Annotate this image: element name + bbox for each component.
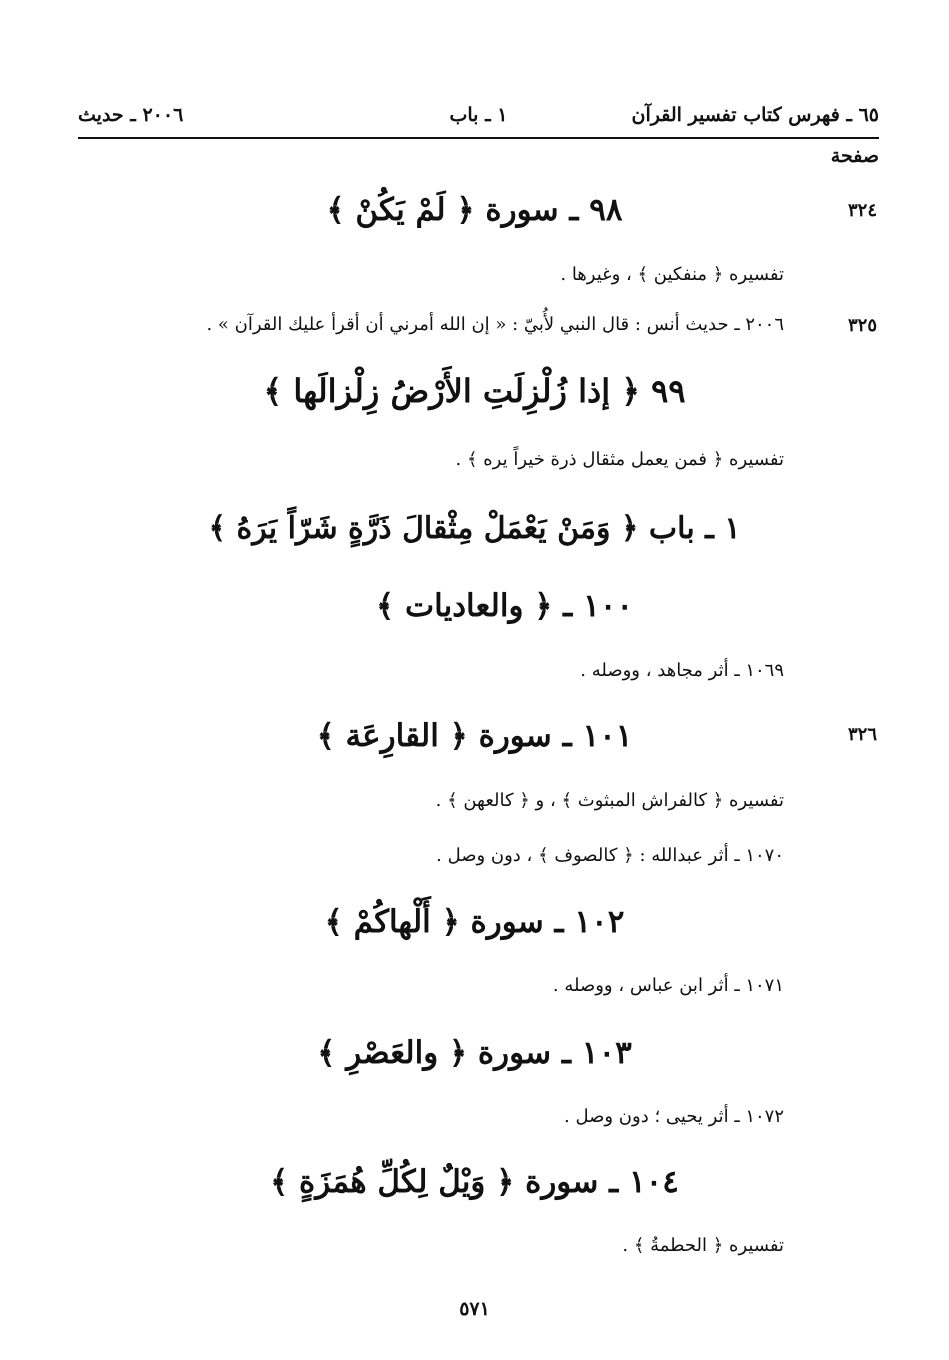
page-number-ref: ٣٢٦ [847, 724, 877, 745]
index-entry: تفسيره ﴿ فمن يعمل مثقال ذرة خيراً يره ﴾ . [455, 449, 784, 470]
heading-text: ١٠٤ ـ سورة ﴿ وَيْلٌ لِكُلِّ هُمَزَةٍ ﴾ [270, 1164, 679, 1200]
surah-heading [0, 904, 949, 940]
heading-text: ١٠٠ ـ ﴿ والعاديات ﴾ [375, 588, 634, 624]
heading-text: ٩٩ ﴿ إذا زُلْزِلَتِ الأَرْضُ زِلْزالَها ﴾ [263, 372, 686, 410]
heading-text: ١٠١ ـ سورة ﴿ القارِعَة ﴾ [316, 718, 633, 754]
header-section-title: ١ ـ باب [449, 104, 508, 126]
index-entry: ١٠٧٠ ـ أثر عبدالله : ﴿ كالصوف ﴾ ، دون وصل . [436, 845, 784, 866]
index-entry: ١٠٧١ ـ أثر ابن عباس ، ووصله . [552, 975, 784, 996]
index-entry: ١٠٦٩ ـ أثر مجاهد ، ووصله . [580, 660, 784, 681]
heading-text: ١ ـ باب ﴿ وَمَنْ يَعْمَلْ مِثْقالَ ذَرَّةٍ شَرّاً يَرَهُ ﴾ [208, 511, 741, 546]
header-rule [78, 137, 879, 139]
heading-text: ١٠٣ ـ سورة ﴿ والعَصْرِ ﴾ [317, 1035, 632, 1071]
surah-heading [0, 1035, 949, 1071]
heading-text: ١٠٢ ـ سورة ﴿ أَلْهاكُمْ ﴾ [324, 904, 625, 940]
folio-page-number: ٥٧١ [459, 1298, 490, 1320]
index-entry: ٢٠٠٦ ـ حديث أنس : قال النبي لأُبيّ : « إن الله أمرني أن أقرأ عليك القرآن » . [206, 314, 784, 335]
chapter-heading [0, 511, 949, 546]
surah-heading [0, 588, 949, 624]
surah-heading [0, 1164, 949, 1200]
surah-heading [0, 192, 949, 228]
running-header [78, 100, 879, 138]
index-entry: تفسيره ﴿ منفكين ﴾ ، وغيرها . [560, 264, 784, 285]
surah-heading [0, 718, 949, 754]
index-entry: ١٠٧٢ ـ أثر يحيى ؛ دون وصل . [564, 1106, 784, 1127]
heading-text: ٩٨ ـ سورة ﴿ لَمْ يَكُنْ ﴾ [326, 192, 623, 228]
header-hadith-range: ٢٠٠٦ ـ حديث [78, 104, 184, 126]
header-chapter-title: ٦٥ ـ فهرس كتاب تفسير القرآن [631, 104, 879, 126]
index-entry: تفسيره ﴿ كالفراش المبثوث ﴾ ، و ﴿ كالعهن ﴾ . [435, 790, 784, 811]
page-number-ref: ٣٢٥ [847, 315, 877, 336]
surah-heading [0, 372, 949, 410]
page-number-ref: ٣٢٤ [847, 200, 877, 221]
page-column-label: صفحة [830, 145, 879, 167]
index-entry: تفسيره ﴿ الحطمةُ ﴾ . [622, 1235, 784, 1256]
